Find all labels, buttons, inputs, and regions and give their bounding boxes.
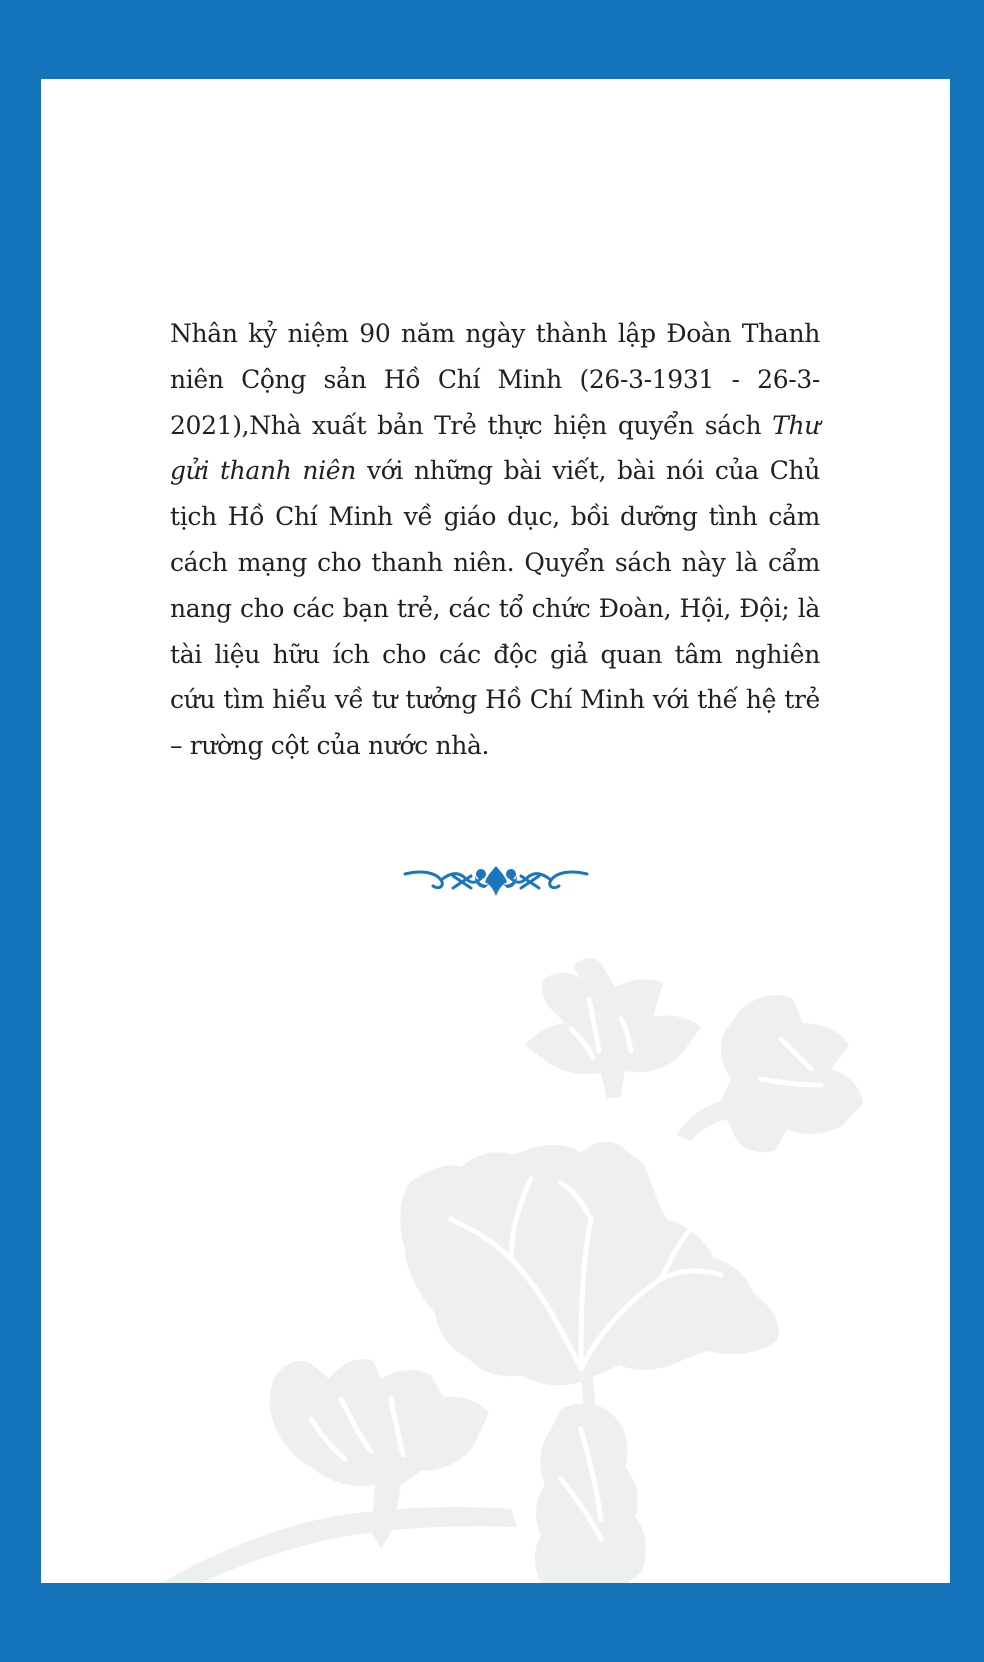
flourish-divider-icon — [401, 862, 591, 898]
book-description — [170, 311, 820, 769]
lotus-watermark-icon — [41, 79, 950, 1583]
description-lead: Nhân kỷ niệm 90 năm ngày thành lập Đoàn Thanh niên Cộng sản Hồ Chí Minh (26-3-1931 - 26-3-2021),Nhà xuất bản Trẻ thực hiện quyển sách — [170, 319, 820, 440]
book-title: Thư gửi thanh niên — [170, 410, 820, 486]
description-rest: với những bài viết, bài nói của Chủ tịch Hồ Chí Minh về giáo dục, bồi dưỡng tình cảm cách mạng cho thanh niên. Quyển sách này là cẩm nang cho các bạn trẻ, các tổ chức Đoàn, Hội, Đội; là tài liệu hữu ích cho các độc giả quan tâm nghiên cứu tìm hiểu về tư tưởng Hồ Chí Minh với thế hệ trẻ – rường cột của nước nhà. — [170, 456, 821, 761]
back-cover-panel — [41, 79, 950, 1583]
